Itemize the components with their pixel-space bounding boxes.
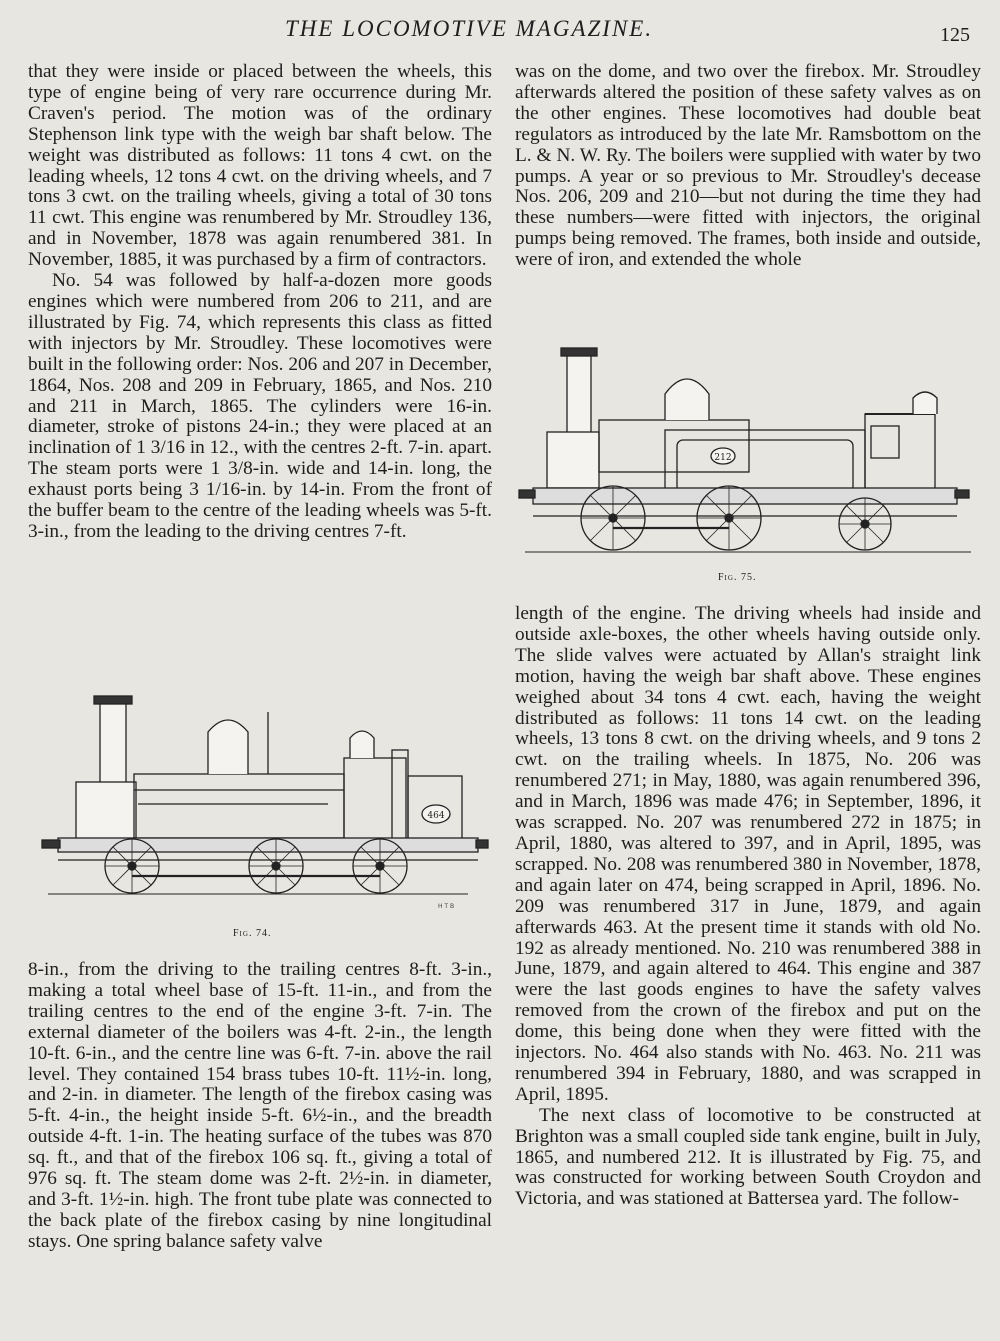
- right-column-bottom-text: [515, 604, 981, 1330]
- paragraph: No. 54 was followed by half-a-dozen more goods engines which were numbered from 206 to 211, and are illustrated by Fig. 74, which represents this class as fitted with injectors by Mr. Stroudley. These locomotives were built in the following order: Nos. 206 and 207 in December, 1864, Nos. 208 and 209 in February, 1865, and Nos. 210 and 211 in March, 1865. The cylinders were 16-in. diameter, stroke of pistons 24-in.; they were placed at an inclination of 1 3/16 in 12., with the centres 2-ft. 7-in. apart. The steam ports were 1 3/8-in. wide and 14-in. long, the exhaust ports being 3 1/16-in. by 14-in. From the front of the buffer beam to the centre of the leading wheels was 5-ft. 3-in., from the leading to the driving centres 7-ft.: [28, 270, 492, 542]
- paragraph: length of the engine. The driving wheels had inside and outside axle-boxes, the other wheels having outside only. The slide valves were actuated by Allan's straight link motion, having the weigh bar shaft above. These engines weighed about 34 tons 4 cwt. each, having the weight distributed as follows: 11 tons 14 cwt. on the leading wheels, 13 tons 8 cwt. on the driving wheels, and 9 tons 2 cwt. on the trailing wheels. In 1875, No. 206 was renumbered 271; in May, 1880, was again renumbered 396, and in March, 1896 was made 476; in September, 1896, it was scrapped. No. 207 was renumbered 272 in 1875; in April, 1880, was altered to 397, and in April, 1895, was scrapped. No. 208 was renumbered 380 in November, 1878, and again later on 474, being scrapped in April, 1896. No. 209 was renumbered 317 in June, 1879, and again afterwards 463. At the present time it stands with old No. 192 as already mentioned. No. 210 was renumbered 388 in June, 1879, and again altered to 464. This engine and 387 were the last goods engines to have the safety valves removed from the crown of the firebox and put on the dome, this being done when they were fitted with the injectors. No. 464 also stands with No. 463. No. 211 was renumbered 394 in February, 1880, and was scrapped in April, 1895.: [515, 603, 981, 1105]
- figure-74: [28, 686, 490, 942]
- engine-number-plate: 212: [714, 453, 732, 463]
- page-number: 125: [940, 24, 970, 46]
- goods-engine-drawing: [28, 686, 490, 912]
- paragraph: The next class of locomotive to be constructed at Brighton was a small coupled side tank engine, built in July, 1865, and numbered 212. It is illustrated by Fig. 75, and was constructed for working between South Croydon and Victoria, and was stationed at Battersea yard. The follow-: [515, 1104, 981, 1210]
- paragraph: 8-in., from the driving to the trailing centres 8-ft. 3-in., making a total wheel base of 15-ft. 11-in., and from the trailing centres to the end of the engine 3-ft. 7-in. The external diameter of the boilers was 4-ft. 2-in., the length 10-ft. 6-in., and the centre line was 6-ft. 7-in. above the rail level. They contained 154 brass tubes 10-ft. 11½-in. long, and 2-in. in diameter. The length of the firebox casing was 5-ft. 4-in., the height inside 5-ft. 6½-in., and the breadth outside 4-ft. 1-in. The heating surface of the tubes was 870 sq. ft., and that of the firebox 106 sq. ft., giving a total of 976 sq. ft. The steam dome was 2-ft. 2½-in. in diameter, and 3-ft. 1½-in. high. The front tube plate was connected to the back plate of the firebox casing by nine longitudinal stays. One spring balance safety valve: [28, 959, 492, 1252]
- left-column-bottom-text: [28, 960, 492, 1330]
- tank-engine-drawing: [515, 340, 981, 564]
- paragraph: was on the dome, and two over the firebox. Mr. Stroudley afterwards altered the position of these safety valves as on the other engines. These locomotives had double beat regulators as introduced by the late Mr. Ramsbottom on the L. & N. W. Ry. The boilers were supplied with water by two pumps. A year or so previous to Mr. Stroudley's decease Nos. 206, 209 and 210—but not during the time they had these numbers—were fitted with injectors, the original pumps being removed. The frames, both inside and outside, were of iron, and extended the whole: [515, 61, 981, 271]
- figure-75: [515, 340, 981, 590]
- paragraph: that they were inside or placed between the wheels, this type of engine being of very rare occurrence during Mr. Craven's period. The motion was of the ordinary Stephenson link type with the weigh bar shaft below. The weight was distributed as follows: 11 tons 4 cwt. on the leading wheels, 12 tons 4 cwt. on the driving wheels, and 7 tons 3 cwt. on the trailing wheels, giving a total of 30 tons 11 cwt. This engine was renumbered by Mr. Stroudley 136, and in November, 1878 was again renumbered 381. In November, 1885, it was purchased by a firm of contractors.: [28, 61, 492, 271]
- right-column-top-text: [515, 62, 981, 324]
- figure-caption: Fig. 75.: [718, 572, 757, 583]
- engine-number-plate: 464: [427, 811, 445, 821]
- figure-caption: Fig. 74.: [233, 928, 272, 939]
- page-header: [0, 14, 1000, 46]
- artist-signature: H T B: [438, 903, 455, 910]
- left-column-top-text: [28, 62, 492, 672]
- running-title: THE LOCOMOTIVE MAGAZINE.: [285, 16, 654, 41]
